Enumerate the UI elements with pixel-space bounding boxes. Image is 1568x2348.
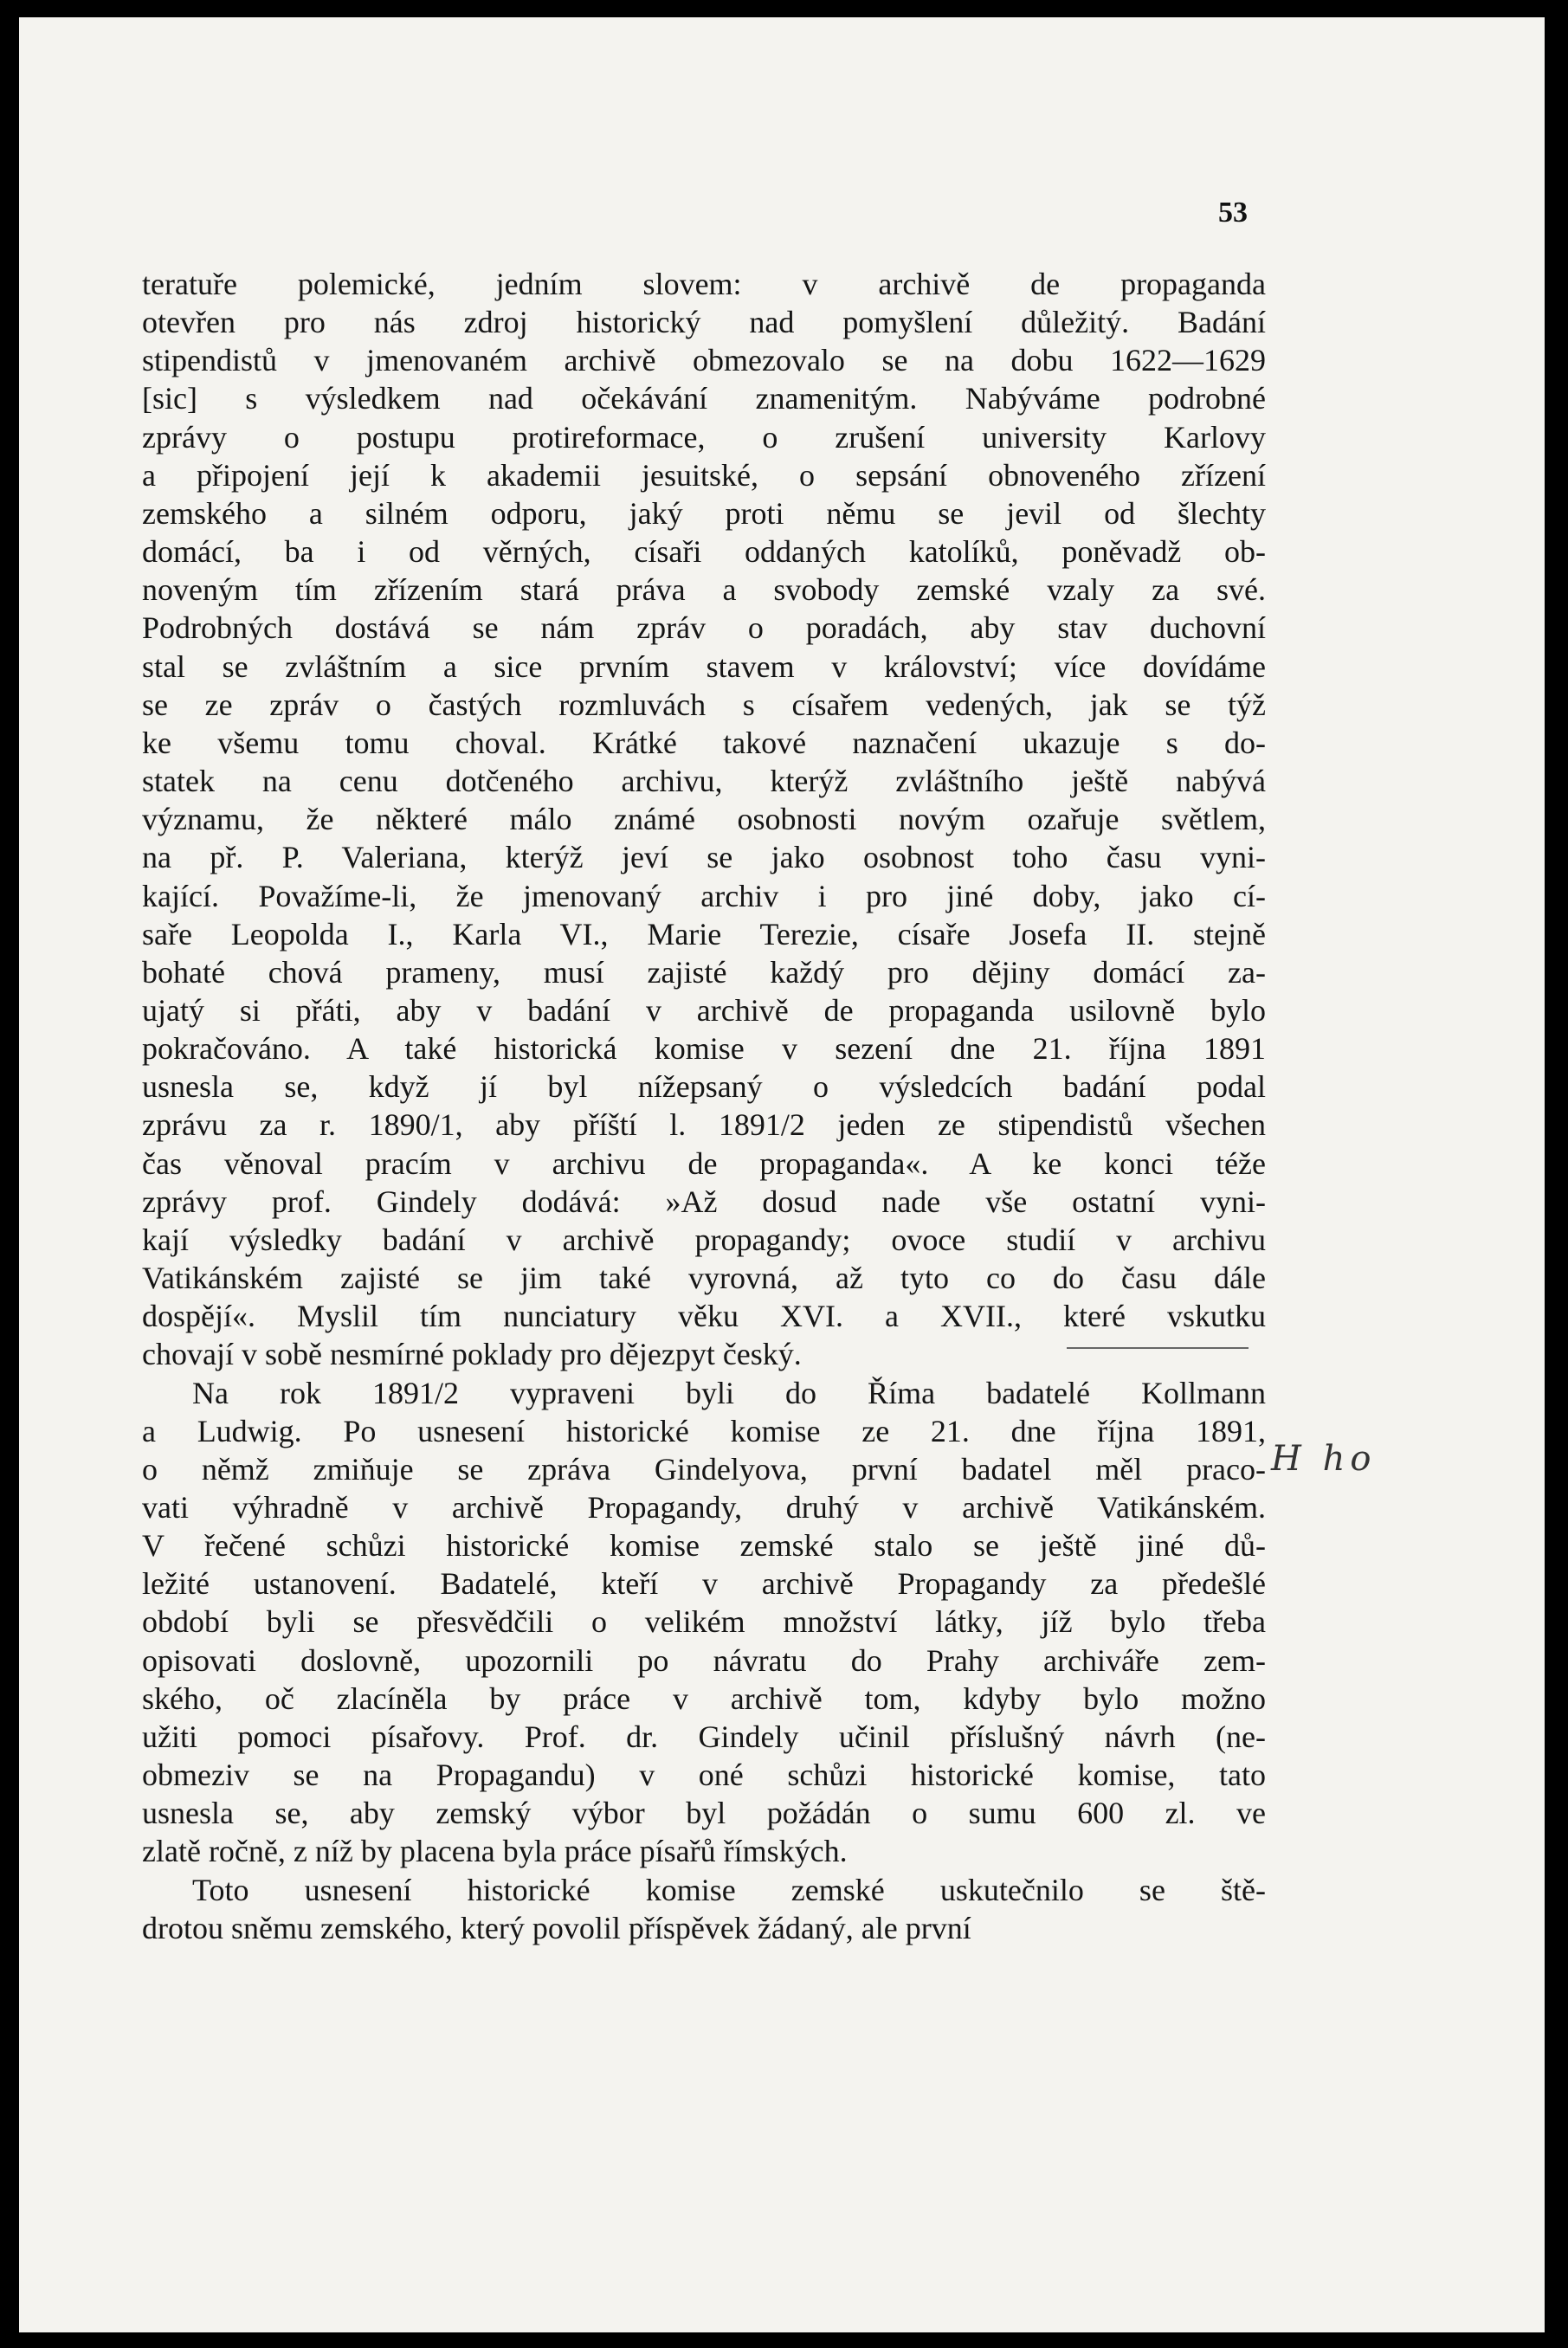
text-line: pokračováno. A také historická komise v sezení dne 21. října 1891 [142,1031,1266,1067]
text-line: chovají v sobě nesmírné poklady pro dějezpyt český. [142,1337,802,1372]
text-line: stal se zvláštním a sice prvním stavem v království; více dovídáme [142,648,1266,684]
document-page [19,17,1545,2332]
text-line: na př. P. Valeriana, kterýž jeví se jako osobnost toho času vyni- [142,840,1266,875]
text-line: a připojení její k akademii jesuitské, o sepsání obnoveného zřízení [142,457,1266,493]
text-line: vati výhradně v archivě Propagandy, druhý v archivě Vatikánském. [142,1490,1266,1525]
paragraph [142,1871,1266,1947]
text-line: zprávy prof. Gindely dodává: »Až dosud nade vše ostatní vyni- [142,1184,1266,1219]
text-line: otevřen pro nás zdroj historický nad pomyšlení důležitý. Badání [142,305,1266,340]
pencil-underline-mark [1067,1347,1249,1349]
text-line: ského, oč zlacíněla by práce v archivě tom, kdyby bylo možno [142,1680,1266,1716]
text-line: statek na cenu dotčeného archivu, kterýž zvláštního ještě nabývá [142,764,1266,799]
text-line: zemského a silném odporu, jaký proti němu se jevil od šlechty [142,495,1266,531]
text-line: o němž zmiňuje se zpráva Gindelyova, první badatel měl praco- [142,1451,1266,1487]
handwritten-margin-note: H ho [1271,1439,1377,1479]
text-line: zprávu za r. 1890/1, aby příští l. 1891/2 jeden ze stipendistů všechen [142,1107,1266,1143]
text-line: usnesla se, když jí byl nížepsaný o výsledcích badání podal [142,1069,1266,1105]
text-line: čas věnoval pracím v archivu de propaganda«. A ke konci téže [142,1145,1266,1181]
text-line: a Ludwig. Po usnesení historické komise ze 21. dne října 1891, [142,1413,1266,1448]
text-line: Toto usnesení historické komise zemské uskutečnilo se ště- [192,1872,1266,1907]
text-line: ujatý si přáti, aby v badání v archivě de propaganda usilovně bylo [142,992,1266,1028]
page-number: 53 [1218,197,1248,229]
text-line: ke všemu tomu choval. Krátké takové naznačení ukazuje s do- [142,725,1266,760]
text-line: zlatě ročně, z níž by placena byla práce písařů římských. [142,1834,848,1869]
text-line: Podrobných dostává se nám zpráv o poradách, aby stav duchovní [142,610,1266,646]
text-line: Vatikánském zajisté se jim také vyrovná, až tyto co do času dále [142,1261,1266,1296]
text-line: období byli se přesvědčili o velikém množství látky, jíž bylo třeba [142,1604,1266,1640]
text-line: kající. Považíme-li, že jmenovaný archiv i pro jiné doby, jako cí- [142,878,1266,913]
text-line: zprávy o postupu protireformace, o zrušení university Karlovy [142,419,1266,455]
text-line: kají výsledky badání v archivě propagandy; ovoce studií v archivu [142,1222,1266,1257]
text-line: užiti pomoci písařovy. Prof. dr. Gindely učinil příslušný návrh (ne- [142,1719,1266,1754]
paragraph [142,265,1266,1374]
text-line: stipendistů v jmenovaném archivě obmezovalo se na dobu 1622—1629 [142,343,1266,378]
text-line: saře Leopolda I., Karla VI., Marie Terezie, císaře Josefa II. stejně [142,916,1266,951]
text-line: Na rok 1891/2 vypraveni byli do Říma badatelé Kollmann [192,1375,1266,1410]
text-line: domácí, ba i od věrných, císaři oddaných katolíků, poněvadž ob- [142,534,1266,570]
paragraph [142,1374,1266,1871]
text-line: dospějí«. Myslil tím nunciatury věku XVI. a XVII., které vskutku [142,1299,1266,1334]
text-line: se ze zpráv o častých rozmluvách s císařem vedených, jak se týž [142,687,1266,722]
text-line: noveným tím zřízením stará práva a svobody zemské vzaly za své. [142,572,1266,608]
text-line: významu, že některé málo známé osobnosti novým ozařuje světlem, [142,802,1266,837]
text-line: opisovati doslovně, upozornili po návratu do Prahy archiváře zem- [142,1642,1266,1678]
text-line: [sic] s výsledkem nad očekávání znamenitým. Nabýváme podrobné [142,381,1266,416]
text-line: obmeziv se na Propagandu) v oné schůzi historické komise, tato [142,1758,1266,1793]
text-line: teratuře polemické, jedním slovem: v archivě de propaganda [142,267,1266,301]
text-line: bohaté chová prameny, musí zajisté každý pro dějiny domácí za- [142,954,1266,990]
text-line: drotou sněmu zemského, který povolil příspěvek žádaný, ale první [142,1910,971,1945]
text-line: V řečené schůzi historické komise zemské stalo se ještě jiné dů- [142,1528,1266,1564]
text-line: usnesla se, aby zemský výbor byl požádán o sumu 600 zl. ve [142,1796,1266,1831]
body-text [142,265,1266,1947]
text-line: ležité ustanovení. Badatelé, kteří v archivě Propagandy za předešlé [142,1566,1266,1602]
